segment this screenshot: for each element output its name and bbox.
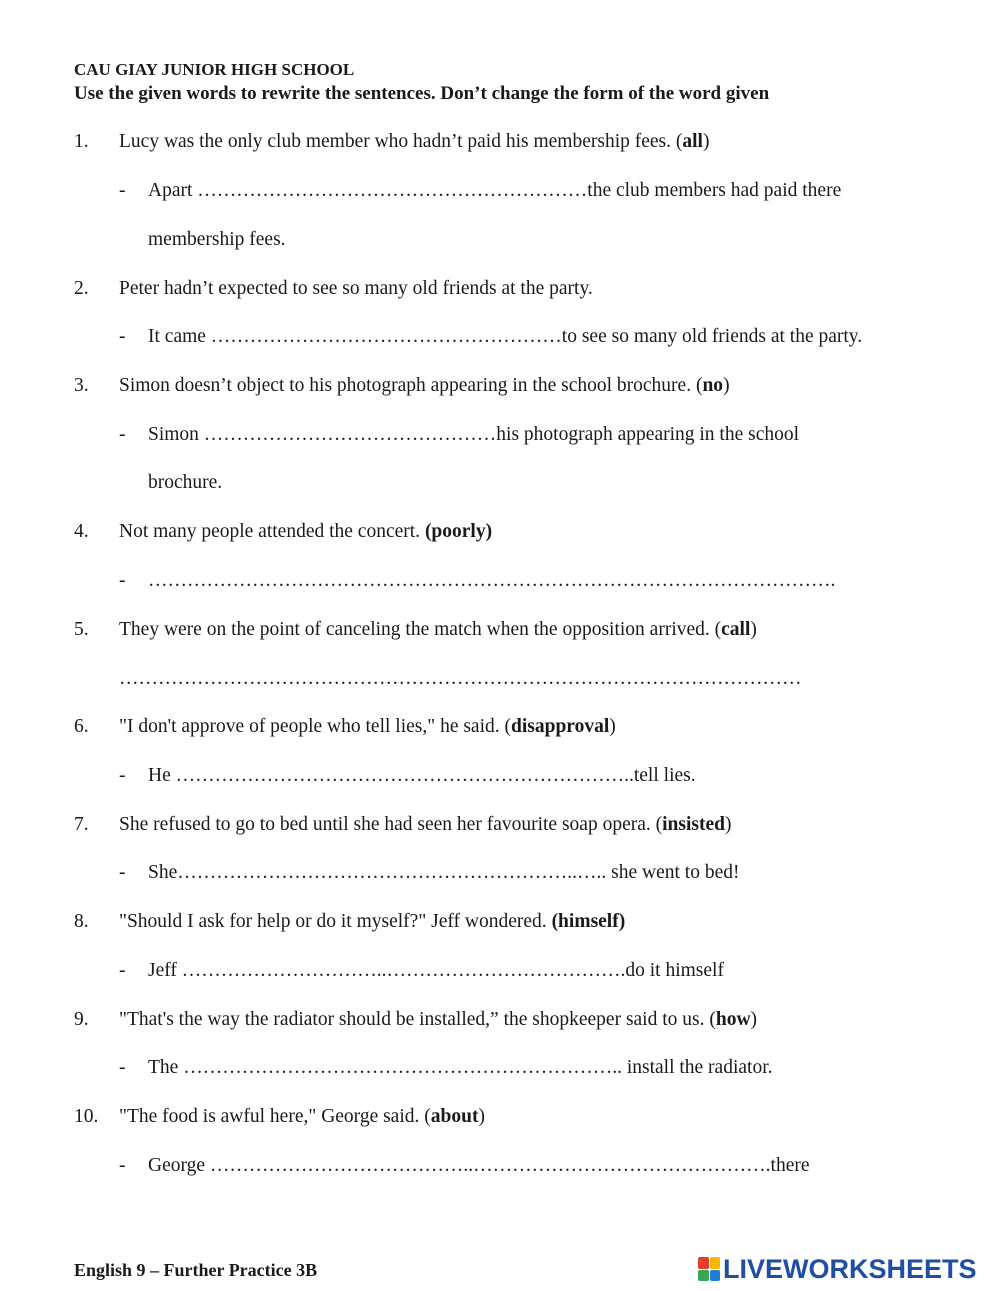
keyword: call <box>721 619 751 640</box>
bullet-dash: - <box>119 765 126 786</box>
bullet-dash: - <box>119 326 126 347</box>
keyword: disapproval <box>511 716 610 737</box>
bullet-dash: - <box>119 570 126 591</box>
keyword: how <box>715 1009 751 1030</box>
question-number: 4. <box>74 521 89 542</box>
answer-text[interactable]: George …………………………………..……………………………………….there <box>148 1155 810 1176</box>
question-text: Not many people attended the concert. (poorly) <box>119 521 493 542</box>
question-text: Peter hadn’t expected to see so many old friends at the party. <box>119 278 593 299</box>
footer-text: English 9 – Further Practice 3B <box>74 1260 318 1280</box>
question-text: Simon doesn’t object to his photograph appearing in the school brochure. (no) <box>119 375 730 396</box>
question-number: 5. <box>74 619 89 640</box>
liveworksheets-logo <box>698 1254 977 1284</box>
answer-text[interactable]: He ……………………………………………………………..tell lies. <box>148 765 696 786</box>
question-text: "The food is awful here," George said. (about) <box>119 1106 485 1127</box>
answer-text[interactable]: Simon ………………………………………his photograph appearing in the school <box>148 424 800 445</box>
keyword: about <box>430 1106 479 1127</box>
keyword: insisted <box>662 814 725 835</box>
question-text: Lucy was the only club member who hadn’t paid his membership fees. (all) <box>119 131 710 152</box>
answer-text[interactable]: The ………………………………………………………….. install the radiator. <box>148 1057 773 1078</box>
question-number: 10. <box>74 1106 99 1127</box>
question-number: 8. <box>74 911 89 932</box>
answer-text[interactable]: Jeff …………………………..……………………………….do it himself <box>148 960 724 981</box>
bullet-dash: - <box>119 424 126 445</box>
bullet-dash: - <box>119 862 126 883</box>
liveworksheets-icon <box>698 1257 720 1281</box>
question-number: 2. <box>74 278 89 299</box>
answer-text[interactable]: Apart ……………………………………………………the club members had paid there <box>148 180 842 201</box>
answer-text[interactable]: ……………………………………………………………………………………………. <box>148 570 836 591</box>
answer-text-continued: membership fees. <box>148 229 286 250</box>
bullet-dash: - <box>119 960 126 981</box>
school-name: CAU GIAY JUNIOR HIGH SCHOOL <box>74 60 355 79</box>
question-text: "That's the way the radiator should be installed,” the shopkeeper said to us. (how) <box>119 1009 758 1030</box>
question-text: They were on the point of canceling the match when the opposition arrived. (call) <box>119 619 757 640</box>
answer-text[interactable]: She……………………………………………………..….. she went to bed! <box>148 862 740 883</box>
logo-text: LIVEWORKSHEETS <box>723 1253 977 1284</box>
answer-text[interactable]: It came ………………………………………………to see so many old friends at the party. <box>148 326 863 347</box>
question-number: 1. <box>74 131 89 152</box>
question-text: "I don't approve of people who tell lies," he said. (disapproval) <box>119 716 616 737</box>
keyword: all <box>682 131 703 152</box>
bullet-dash: - <box>119 1155 126 1176</box>
answer-text-continued: brochure. <box>148 472 223 493</box>
question-number: 6. <box>74 716 89 737</box>
keyword: (himself) <box>551 911 626 932</box>
question-number: 7. <box>74 814 89 835</box>
answer-text[interactable]: …………………………………………………………………………………………… <box>119 668 802 689</box>
question-text: "Should I ask for help or do it myself?" Jeff wondered. (himself) <box>119 911 626 932</box>
question-text: She refused to go to bed until she had seen her favourite soap opera. (insisted) <box>119 814 732 835</box>
bullet-dash: - <box>119 1057 126 1078</box>
question-number: 9. <box>74 1009 89 1030</box>
keyword: no <box>702 375 724 396</box>
instructions: Use the given words to rewrite the sentences. Don’t change the form of the word given <box>74 83 770 104</box>
bullet-dash: - <box>119 180 126 201</box>
question-number: 3. <box>74 375 89 396</box>
keyword: (poorly) <box>424 521 493 542</box>
